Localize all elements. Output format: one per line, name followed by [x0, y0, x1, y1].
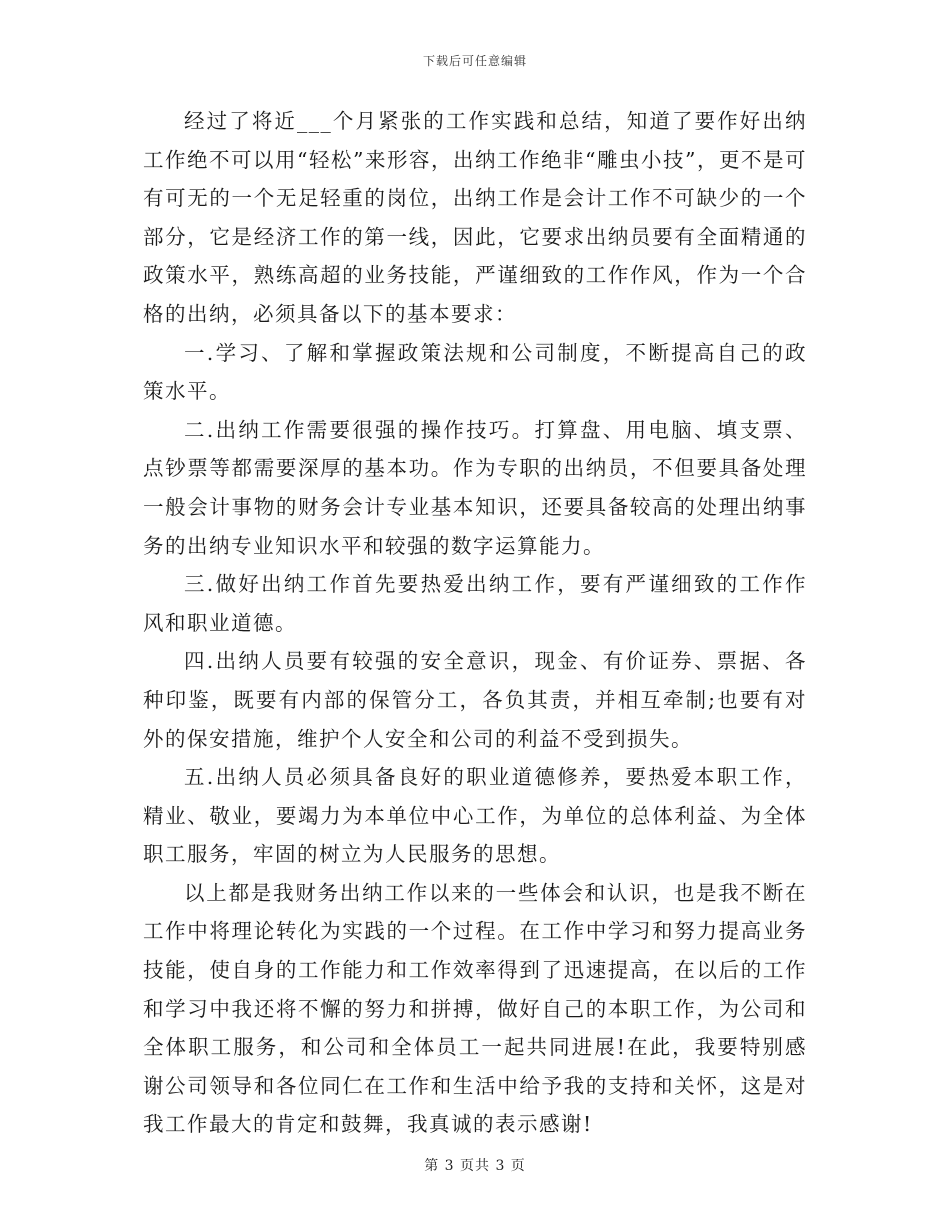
paragraph-conclusion: 以上都是我财务出纳工作以来的一些体会和认识，也是我不断在工作中将理论转化为实践的一个过程。在工作中学习和努力提高业务技能，使自身的工作能力和工作效率得到了迅速提高，在以后的工作和学习中我还将不懈的努力和拼搏，做好自己的本职工作，为公司和全体职工服务，和公司和全体员工一起共同进展!在此，我要特别感谢公司领导和各位同仁在工作和生活中给予我的支持和关怀，这是对我工作最大的肯定和鼓舞，我真诚的表示感谢!: [143, 880, 807, 1137]
page-header: 下载后可任意编辑: [422, 54, 527, 68]
paragraph-item-1: 一.学习、了解和掌握政策法规和公司制度，不断提高自己的政策水平。: [143, 340, 807, 404]
page-number: 第 3 页共 3 页: [424, 1158, 526, 1174]
document-body: [143, 102, 807, 1144]
paragraph-item-3: 三.做好出纳工作首先要热爱出纳工作，要有严谨细致的工作作风和职业道德。: [143, 572, 807, 635]
paragraph-item-5: 五.出纳人员必须具备良好的职业道德修养，要热爱本职工作，精业、敬业，要竭力为本单位中心工作，为单位的总体利益、为全体职工服务，牢固的树立为人民服务的思想。: [143, 765, 807, 867]
paragraph-item-2: 二.出纳工作需要很强的操作技巧。打算盘、用电脑、填支票、点钞票等都需要深厚的基本功。作为专职的出纳员，不但要具备处理一般会计事物的财务会计专业基本知识，还要具备较高的处理出纳事务的出纳专业知识水平和较强的数字运算能力。: [143, 417, 807, 558]
paragraph-intro: 经过了将近___个月紧张的工作实践和总结，知道了要作好出纳工作绝不可以用“轻松”来形容，出纳工作绝非“雕虫小技”，更不是可有可无的一个无足轻重的岗位，出纳工作是会计工作不可缺少的一个部分，它是经济工作的第一线，因此，它要求出纳员要有全面精通的政策水平，熟练高超的业务技能，严谨细致的工作作风，作为一个合格的出纳，必须具备以下的基本要求：: [143, 109, 807, 326]
paragraph-item-4: 四.出纳人员要有较强的安全意识，现金、有价证券、票据、各种印鉴，既要有内部的保管分工，各负其责，并相互牵制;也要有对外的保安措施，维护个人安全和公司的利益不受到损失。: [143, 649, 807, 751]
